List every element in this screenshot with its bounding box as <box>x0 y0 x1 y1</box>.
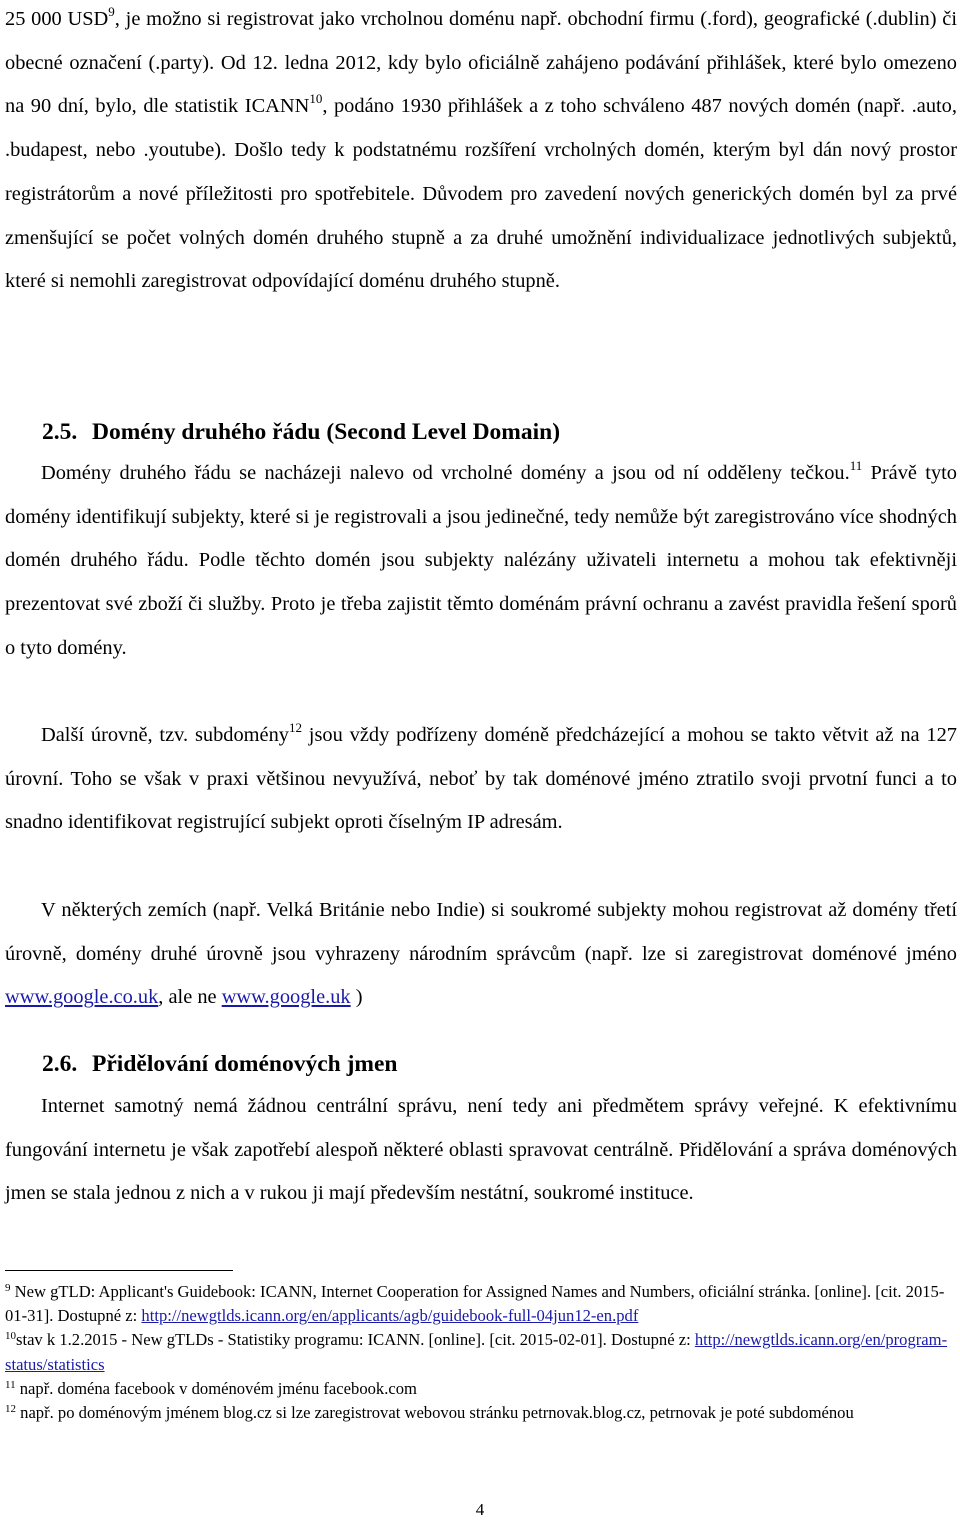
section-title: Domény druhého řádu (Second Level Domain) <box>92 419 561 445</box>
paragraph-text: Další úrovně, tzv. subdomény <box>41 724 289 746</box>
footnote-text: např. po doménovým jménem blog.cz si lze zaregistrovat webovou stránku petrnovak.blog.cz, petrnovak je poté subdoménou <box>16 1403 854 1423</box>
footnote-link[interactable]: http://newgtlds.icann.org/en/program-status/statistics <box>5 1330 948 1374</box>
paragraph-text: Právě tyto domény identifikují subjekty, které si je registrovali a jsou jedinečné, tedy nemůže být zaregistrováno více shodných domén druhého řádu. Podle těchto domén jsou subjekty nalézány uživateli internetu a mohou tak efektivněji prezentovat své zboží či služby. Proto je třeba zajistit těmto doménám právní ochranu a zavést pravidla řešení sporů o tyto domény. <box>5 462 958 659</box>
footnote-number: 12 <box>5 1403 16 1416</box>
footnote-ref-9[interactable]: 9 <box>108 4 115 19</box>
footnote-divider <box>5 1270 233 1271</box>
footnote-ref-12[interactable]: 12 <box>288 720 302 735</box>
footnote-ref-10[interactable]: 10 <box>309 91 323 107</box>
paragraph-text: , podáno 1930 přihlášek a z toho schváleno 487 nových domén (např. .auto, .budapest, nebo .youtube). Došlo tedy k podstatnému rozšíření vrcholných domén, kterým byl dán nový prostor registrátorům a nové příležitosti pro spotřebitele. Důvodem pro zavedení nových generických domén byl za prvé zmenšující se počet volných domén druhého stupně a za druhé umožnění individualizace jednotlivých subjektů, které si nemohli zaregistrovat odpovídající doménu druhého stupně. <box>5 95 957 293</box>
footnote-text: New gTLD: Applicant's Guidebook: ICANN, Internet Cooperation for Assigned Names and Numbers, oficiální stránka. [online]. [cit. 2015-01-31]. Dostupné z: <box>5 1282 945 1326</box>
footnote-number: 9 <box>5 1282 11 1294</box>
paragraph-text: , ale ne <box>158 986 222 1009</box>
footnote-11 <box>5 1377 957 1401</box>
section-number: 2.5. <box>42 419 78 445</box>
link-google-uk[interactable]: www.google.uk <box>221 986 351 1009</box>
footnote-number: 10 <box>5 1330 16 1343</box>
footnote-12 <box>5 1401 957 1425</box>
footnote-text: např. doména facebook v doménovém jménu facebook.com <box>15 1378 417 1398</box>
paragraph-text: V některých zemích (např. Velká Británie nebo Indie) si soukromé subjekty mohou registrovat až domény třetí úrovně, domény druhé úrovně jsou vyhrazeny národním správcům (např. lze si zaregistrovat doménové jméno <box>5 899 957 965</box>
footnote-10 <box>5 1328 957 1376</box>
footnote-9 <box>5 1270 957 1328</box>
paragraph-text: Domény druhého řádu se nacházeji nalevo od vrcholné domény a jsou od ní odděleny tečkou. <box>41 462 850 484</box>
footnote-link[interactable]: http://newgtlds.icann.org/en/applicants/agb/guidebook-full-04jun12-en.pdf <box>141 1306 639 1326</box>
paragraph-text: jsou vždy podřízeny doméně předcházející a mohou se takto větvit až na 127 úrovní. Toho se však v praxi většinou nevyužívá, neboť by tak doménové jméno ztratilo svoji prvotní funci a to snadno identifikovat registrující subjekt oproti číselným IP adresám. <box>5 724 957 834</box>
paragraph-text: , je možno si registrovat jako vrcholnou doménu např. obchodní firmu (.ford), geografické (.dublin) či obecné označení (.party). Od 12. ledna 2012, kdy bylo oficiálně zahájeno podávání přihlášek, které bylo omezeno na 90 dní, bylo, dle statistik ICANN <box>5 8 958 118</box>
footnotes-section <box>5 1270 957 1425</box>
page-number: 4 <box>475 1500 485 1519</box>
paragraph-subdomains <box>5 714 957 845</box>
section-number: 2.6. <box>42 1051 78 1077</box>
paragraph-tld-statistics <box>5 0 957 304</box>
paragraph-text: ) <box>350 986 363 1009</box>
footnote-ref-11[interactable]: 11 <box>849 458 863 473</box>
paragraph-text: 25 000 USD <box>5 8 109 30</box>
footnote-number: 11 <box>5 1378 16 1391</box>
paragraph-domain-allocation <box>5 1085 957 1216</box>
section-heading-2-6 <box>42 1051 398 1078</box>
section-title: Přidělování doménových jmen <box>92 1051 398 1077</box>
footnote-text: stav k 1.2.2015 - New gTLDs - Statistiky programu: ICANN. [online]. [cit. 2015-02-01]. Dostupné z: <box>16 1330 695 1350</box>
paragraph-text: Internet samotný nemá žádnou centrální správu, není tedy ani předmětem správy veřejné. K efektivnímu fungování internetu je však zapotřebí alespoň některé oblasti spravovat centrálně. Přidělování a správa doménových jmen se stala jednou z nich a v rukou ji mají především nestátní, soukromé instituce. <box>5 1095 957 1205</box>
section-heading-2-5 <box>42 419 560 446</box>
link-google-co-uk[interactable]: www.google.co.uk <box>5 986 159 1009</box>
paragraph-second-level-domains <box>5 452 957 671</box>
paragraph-third-level-domains <box>5 889 957 1020</box>
